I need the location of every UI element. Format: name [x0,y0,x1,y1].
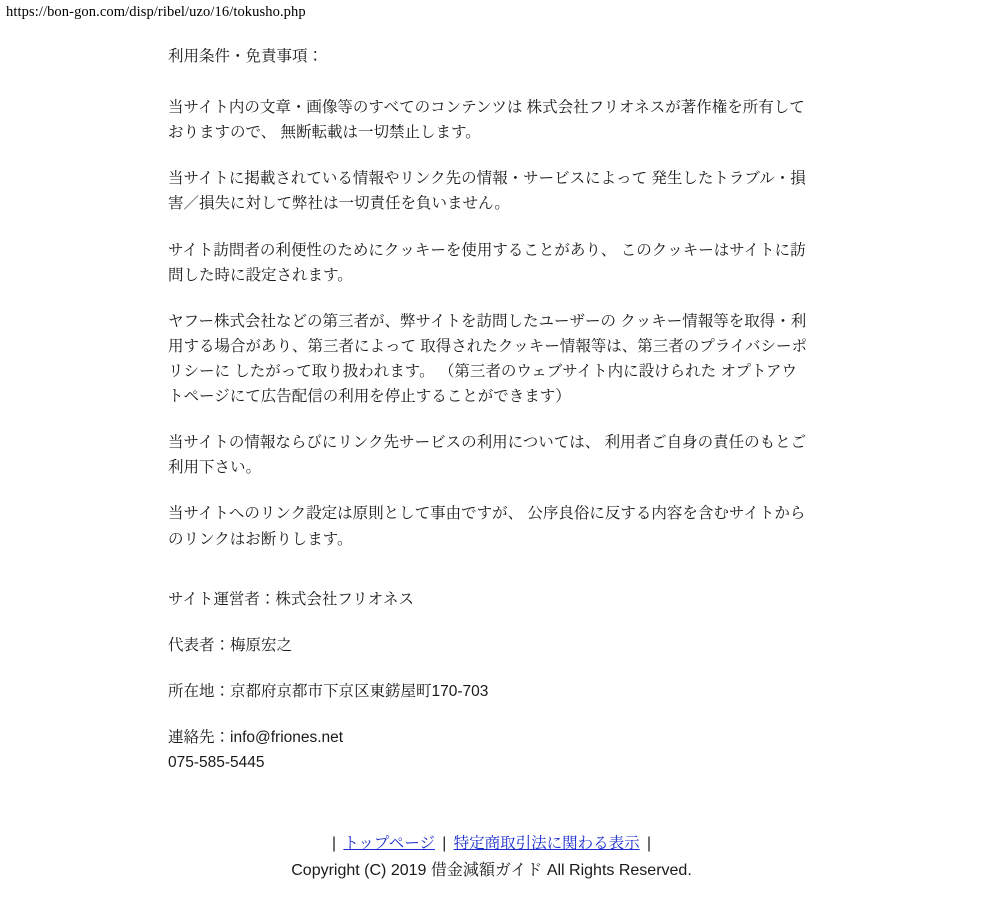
terms-paragraph-linking: 当サイトへのリンク設定は原則として事由ですが、 公序良俗に反する内容を含むサイトからのリンクはお断りします。 [168,505,806,548]
terms-heading: 利用条件・免責事項： [168,48,324,65]
terms-paragraph-thirdparty: ヤフー株式会社などの第三者が、弊サイトを訪問したユーザーの クッキー情報等を取得・利用する場合があり、第三者によって 取得されたクッキー情報等は、第三者のプライバシーポリシーに したがって取り扱われます。 （第三者のウェブサイト内に設けられた オプトアウトページにて広告配信の利用を停止することができます） [168,312,808,406]
site-contact-phone: 075-585-5445 [168,754,265,772]
page-body [0,44,983,775]
footer-divider-left: | [332,835,337,852]
page-footer [0,832,983,883]
site-contact-email: 連絡先：info@friones.net [168,728,344,746]
footer-divider-right: | [646,835,651,852]
copyright-text: Copyright (C) 2019 借金減額ガイド All Rights Reserved. [291,862,692,880]
browser-url-bar[interactable] [0,0,983,21]
footer-link-tokushoho[interactable]: 特定商取引法に関わる表示 [453,835,640,852]
terms-paragraph-cookies: サイト訪問者の利便性のためにクッキーを使用することがあり、 このクッキーはサイトに訪問した時に設定されます。 [168,241,806,284]
url-text: https://bon-gon.com/disp/ribel/uzo/16/tokusho.php [6,4,306,20]
site-operator: サイト運営者：株式会社フリオネス [168,590,414,608]
section-spacer [168,573,808,587]
footer-divider-mid: | [442,835,447,852]
terms-paragraph-responsibility: 当サイトの情報ならびにリンク先サービスの利用については、 利用者ご自身の責任のもとご利用下さい。 [168,434,807,477]
document-content [168,44,808,775]
footer-links [0,832,983,855]
footer-link-top-page[interactable]: トップページ [343,835,435,852]
site-address: 所在地：京都府京都市下京区東錺屋町170-703 [168,682,489,700]
terms-paragraph-copyright: 当サイト内の文章・画像等のすべてのコンテンツは 株式会社フリオネスが著作権を所有しておりますので、 無断転載は一切禁止します。 [168,99,805,142]
terms-paragraph-liability: 当サイトに掲載されている情報やリンク先の情報・サービスによって 発生したトラブル・損害／損失に対して弊社は一切責任を負いません。 [168,170,806,213]
site-representative: 代表者：梅原宏之 [168,636,293,654]
